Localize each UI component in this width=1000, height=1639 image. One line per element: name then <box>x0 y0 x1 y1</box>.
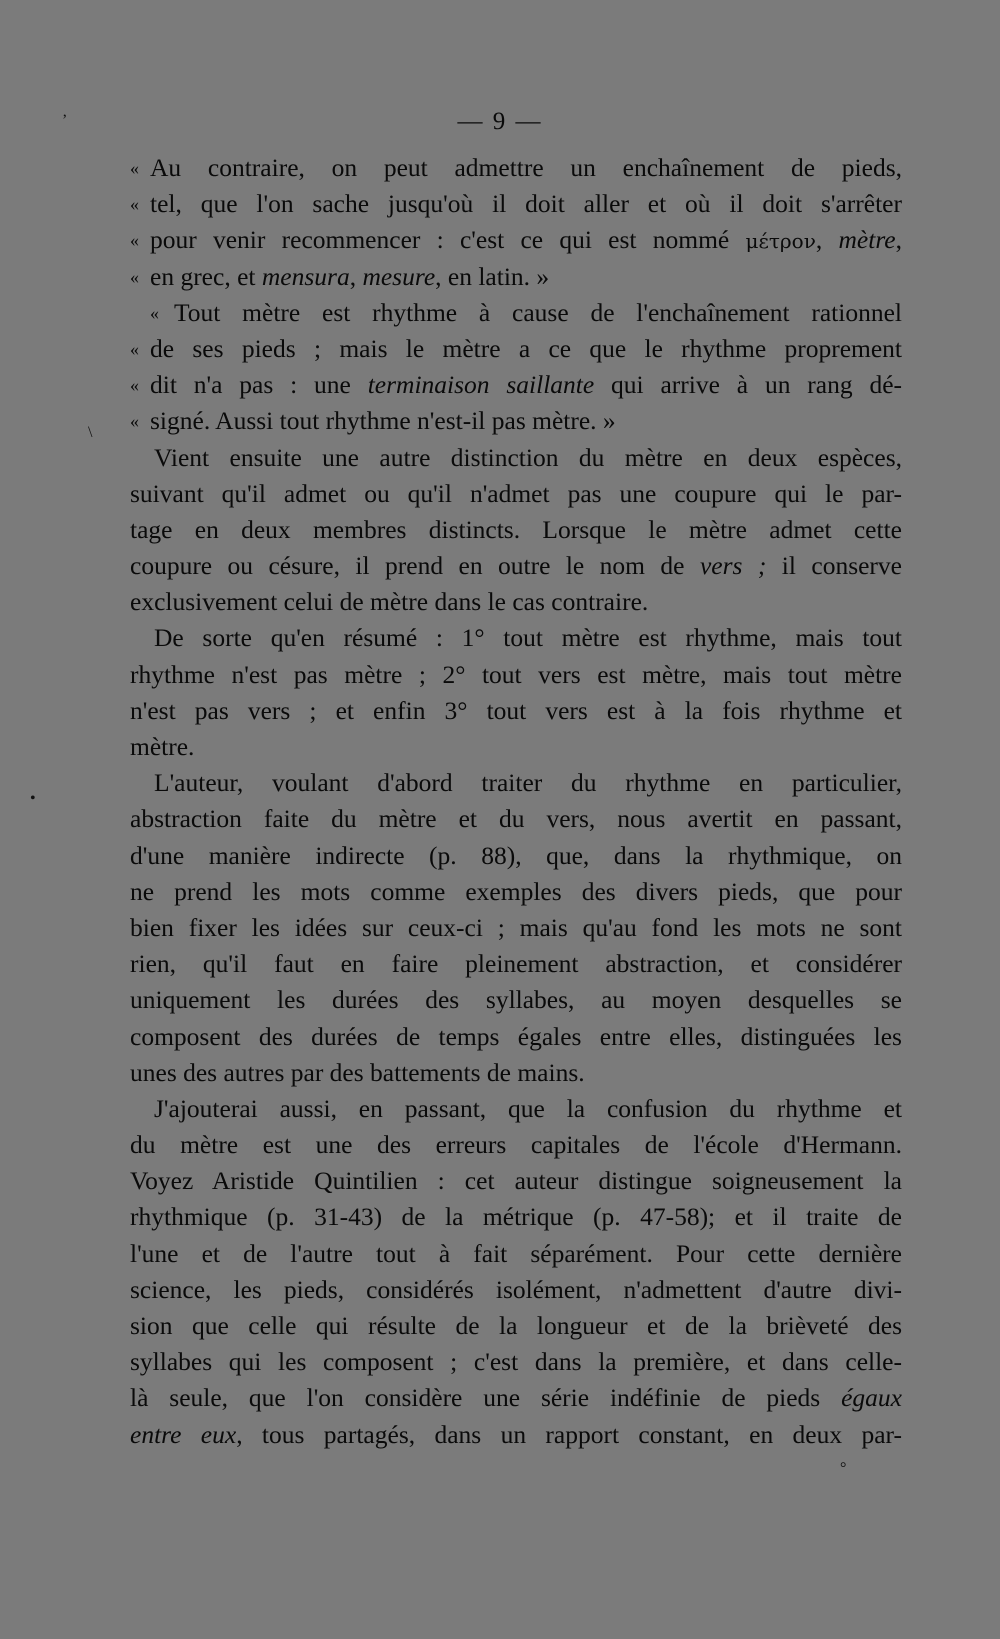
text-line <box>130 512 902 548</box>
text-segment: Vient ensuite une autre distinction du mètre en deux espèces, <box>154 442 902 472</box>
text-line <box>130 1091 902 1127</box>
page-number: — 9 — <box>457 108 543 135</box>
text-line <box>130 1127 902 1163</box>
text-line <box>130 186 902 222</box>
text-segment: De sorte qu'en résumé : 1° tout mètre est rhythme, mais tout <box>154 623 902 653</box>
text-line <box>130 440 902 476</box>
greek-word: μέτρον <box>745 229 816 254</box>
text-line <box>130 584 902 620</box>
text-segment: J'ajouterai aussi, en passant, que la confusion du rhythme et <box>154 1093 902 1123</box>
text-line <box>130 838 902 874</box>
text-line <box>130 1163 902 1199</box>
text-segment: rien, qu'il faut en faire pleinement abstraction, et considérer <box>130 949 902 979</box>
quote-mark: « <box>130 158 139 178</box>
text-segment: sion que celle qui résulte de la longueur et de la brièveté des <box>130 1311 902 1340</box>
text-segment: , <box>895 225 902 255</box>
text-segment: , <box>815 225 839 255</box>
text-line <box>130 476 902 512</box>
text-segment: dit n'a pas : une <box>150 370 368 400</box>
text-segment: de ses pieds ; mais le mètre a ce que le rhythme proprement <box>150 333 902 363</box>
text-segment: , tous partagés, dans un rapport constant, en deux par- <box>236 1419 903 1449</box>
text-segment: rhythme n'est pas mètre ; 2° tout vers est mètre, mais tout mètre <box>130 659 902 689</box>
text-segment: exclusivement celui de mètre dans le cas contraire. <box>130 587 649 617</box>
text-segment: en grec, et <box>150 261 262 291</box>
body-text <box>130 150 902 1453</box>
text-line <box>130 910 902 946</box>
paragraph-para3 <box>130 765 902 1091</box>
text-segment: tage en deux membres distincts. Lorsque le mètre admet cette <box>130 514 902 544</box>
paragraph-quote1 <box>130 150 902 295</box>
text-line <box>130 150 902 186</box>
text-line <box>130 1055 902 1091</box>
text-segment: unes des autres par des battements de mains. <box>130 1057 585 1087</box>
italic-text: mensura <box>261 261 350 291</box>
paragraph-para4 <box>130 1091 902 1453</box>
quote-mark: « <box>130 230 139 251</box>
text-segment: suivant qu'il admet ou qu'il n'admet pas une coupure qui le par- <box>130 478 902 508</box>
paragraph-quote2 <box>130 295 902 440</box>
text-line <box>130 657 902 693</box>
text-segment: rhythmique (p. 31-43) de la métrique (p. 47-58); et il traite de <box>130 1202 902 1232</box>
text-segment: signé. Aussi tout rhythme n'est-il pas mètre. » <box>150 406 616 436</box>
paragraph-para1 <box>130 440 902 621</box>
scan-speck: • <box>30 790 36 807</box>
text-segment: Au contraire, on peut admettre un enchaînement de pieds, <box>150 153 902 182</box>
quote-mark: « <box>130 194 139 215</box>
text-line <box>130 946 902 982</box>
text-segment: coupure ou césure, il prend en outre le nom de <box>130 551 700 581</box>
italic-text: terminaison saillante <box>367 370 595 400</box>
scan-speck: ° <box>840 1460 847 1477</box>
text-line <box>130 331 902 367</box>
text-segment: Tout mètre est rhythme à cause de l'enchaînement rationnel <box>174 297 902 327</box>
text-segment: composent des durées de temps égales entre elles, distinguées les <box>130 1021 902 1051</box>
text-line <box>130 295 902 331</box>
text-segment: syllabes qui les composent ; c'est dans la première, et dans celle- <box>130 1347 902 1377</box>
text-line <box>130 874 902 910</box>
text-segment: mètre. <box>130 732 195 761</box>
text-line <box>130 982 902 1018</box>
quote-mark: « <box>150 302 159 323</box>
text-segment: L'auteur, voulant d'abord traiter du rhythme en particulier, <box>154 768 902 798</box>
text-segment: , <box>349 261 363 291</box>
text-line <box>130 222 902 258</box>
text-segment: tel, que l'on sache jusqu'où il doit aller et où il doit s'arrêter <box>150 189 902 219</box>
text-line <box>130 1236 902 1272</box>
paragraph-para2 <box>130 620 902 765</box>
text-segment: ne prend les mots comme exemples des divers pieds, que pour <box>130 876 902 906</box>
italic-text: égaux <box>841 1383 902 1413</box>
scan-speck: \ <box>88 424 93 441</box>
italic-text: vers ; <box>699 551 767 581</box>
text-segment: , en latin. » <box>435 261 550 291</box>
text-line <box>130 1272 902 1308</box>
text-segment: d'une manière indirecte (p. 88), que, dans la rhythmique, on <box>130 840 902 870</box>
text-segment: science, les pieds, considérés isolément, n'admettent d'autre divi- <box>130 1274 902 1304</box>
text-line <box>130 1380 902 1416</box>
text-line <box>130 620 902 656</box>
text-line <box>130 1308 902 1344</box>
italic-text: mesure <box>362 261 436 291</box>
text-segment: là seule, que l'on considère une série indéfinie de pieds <box>130 1383 842 1413</box>
text-segment: bien fixer les idées sur ceux-ci ; mais qu'au fond les mots ne sont <box>130 912 902 942</box>
text-line <box>130 1417 902 1453</box>
quote-mark: « <box>130 338 139 359</box>
quote-mark: « <box>130 411 139 432</box>
text-line <box>130 403 902 439</box>
quote-mark: « <box>130 266 139 287</box>
text-segment: du mètre est une des erreurs capitales de l'école d'Hermann. <box>130 1130 902 1160</box>
text-line <box>130 548 902 584</box>
text-line <box>130 259 902 295</box>
scan-speck: ’ <box>62 112 68 129</box>
text-line <box>130 801 902 837</box>
text-segment: il conserve <box>766 551 902 581</box>
text-segment: abstraction faite du mètre et du vers, nous avertit en passant, <box>130 804 902 834</box>
quote-mark: « <box>130 375 139 396</box>
italic-text: entre eux <box>130 1419 237 1449</box>
text-segment: qui arrive à un rang dé- <box>594 370 903 400</box>
text-segment: pour venir recommencer : c'est ce qui est nommé <box>150 225 746 255</box>
text-line <box>130 1199 902 1235</box>
text-line <box>130 1344 902 1380</box>
italic-text: mètre <box>838 225 896 255</box>
text-line <box>130 367 902 403</box>
text-line <box>130 765 902 801</box>
text-line <box>130 1019 902 1055</box>
text-segment: Voyez Aristide Quintilien : cet auteur distingue soigneusement la <box>130 1166 902 1196</box>
text-segment: n'est pas vers ; et enfin 3° tout vers est à la fois rhythme et <box>130 695 902 725</box>
text-line <box>130 729 902 765</box>
text-segment: uniquement les durées des syllabes, au moyen desquelles se <box>130 985 902 1015</box>
text-segment: l'une et de l'autre tout à fait séparément. Pour cette dernière <box>130 1238 902 1268</box>
text-line <box>130 693 902 729</box>
